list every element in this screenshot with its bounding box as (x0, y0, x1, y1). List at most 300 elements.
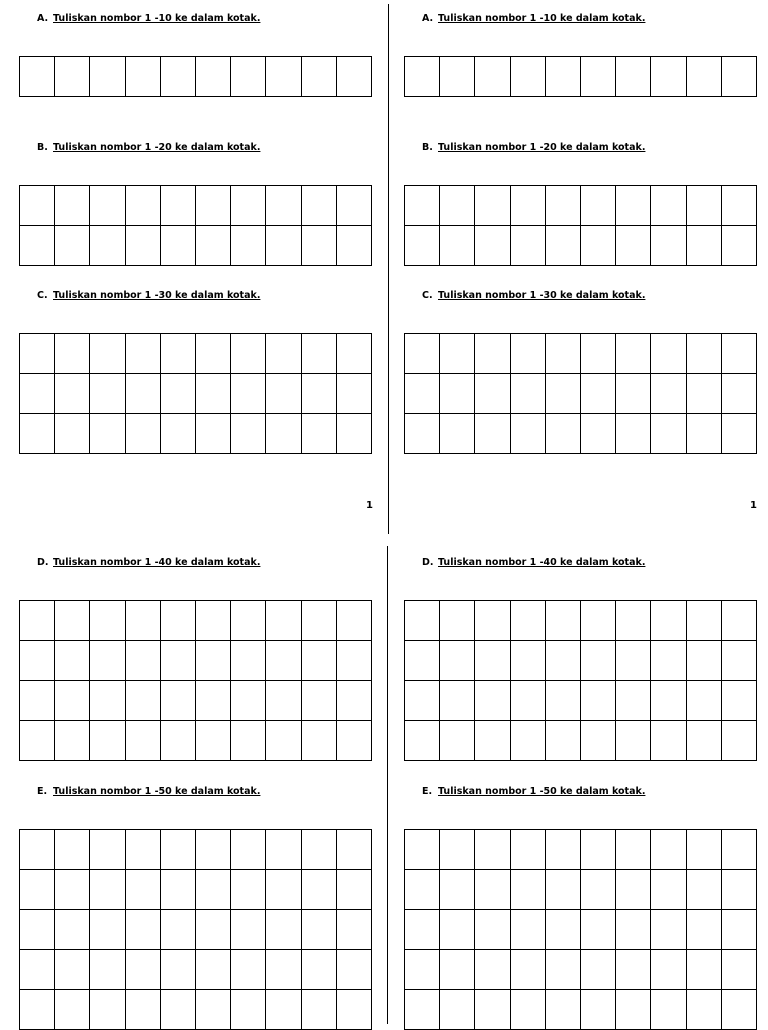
answer-box[interactable] (196, 601, 231, 641)
answer-box[interactable] (581, 334, 616, 374)
answer-box[interactable] (475, 374, 510, 414)
answer-box[interactable] (161, 681, 196, 721)
answer-box[interactable] (511, 870, 546, 910)
answer-box[interactable] (440, 721, 475, 761)
answer-box[interactable] (231, 186, 266, 226)
answer-box[interactable] (687, 950, 722, 990)
answer-box[interactable] (651, 990, 686, 1030)
answer-box[interactable] (511, 57, 546, 97)
answer-box[interactable] (581, 601, 616, 641)
answer-box[interactable] (722, 990, 757, 1030)
answer-box[interactable] (161, 910, 196, 950)
answer-box[interactable] (90, 641, 125, 681)
answer-box[interactable] (475, 186, 510, 226)
answer-box[interactable] (20, 226, 55, 266)
answer-box[interactable] (337, 186, 372, 226)
answer-box[interactable] (616, 414, 651, 454)
answer-box[interactable] (616, 830, 651, 870)
answer-box[interactable] (266, 601, 301, 641)
answer-box[interactable] (651, 334, 686, 374)
answer-box[interactable] (546, 414, 581, 454)
answer-box[interactable] (687, 910, 722, 950)
answer-box[interactable] (231, 870, 266, 910)
answer-box[interactable] (546, 950, 581, 990)
answer-box[interactable] (440, 334, 475, 374)
answer-box[interactable] (196, 910, 231, 950)
answer-box[interactable] (90, 910, 125, 950)
answer-box[interactable] (20, 870, 55, 910)
answer-box[interactable] (511, 414, 546, 454)
answer-box[interactable] (405, 910, 440, 950)
answer-box[interactable] (405, 57, 440, 97)
answer-box[interactable] (581, 226, 616, 266)
answer-box[interactable] (405, 681, 440, 721)
answer-box[interactable] (55, 721, 90, 761)
answer-box[interactable] (161, 186, 196, 226)
answer-box[interactable] (302, 57, 337, 97)
answer-box[interactable] (126, 870, 161, 910)
answer-box[interactable] (196, 721, 231, 761)
answer-box[interactable] (266, 374, 301, 414)
answer-box[interactable] (475, 950, 510, 990)
answer-box[interactable] (722, 226, 757, 266)
answer-box[interactable] (651, 721, 686, 761)
answer-box[interactable] (161, 334, 196, 374)
answer-box[interactable] (475, 830, 510, 870)
answer-box[interactable] (266, 870, 301, 910)
answer-box[interactable] (581, 990, 616, 1030)
answer-box[interactable] (161, 870, 196, 910)
answer-box[interactable] (266, 990, 301, 1030)
answer-box[interactable] (90, 601, 125, 641)
answer-box[interactable] (511, 641, 546, 681)
answer-box[interactable] (651, 186, 686, 226)
answer-box[interactable] (475, 226, 510, 266)
answer-box[interactable] (55, 57, 90, 97)
answer-box[interactable] (302, 334, 337, 374)
answer-box[interactable] (302, 374, 337, 414)
answer-box[interactable] (616, 950, 651, 990)
answer-box[interactable] (266, 830, 301, 870)
answer-box[interactable] (687, 721, 722, 761)
answer-box[interactable] (196, 990, 231, 1030)
answer-box[interactable] (302, 950, 337, 990)
answer-box[interactable] (581, 830, 616, 870)
answer-box[interactable] (161, 950, 196, 990)
answer-box[interactable] (475, 870, 510, 910)
answer-box[interactable] (405, 721, 440, 761)
answer-box[interactable] (440, 870, 475, 910)
answer-box[interactable] (722, 334, 757, 374)
answer-box[interactable] (161, 601, 196, 641)
answer-box[interactable] (511, 334, 546, 374)
answer-box[interactable] (302, 601, 337, 641)
answer-box[interactable] (616, 57, 651, 97)
answer-box[interactable] (722, 910, 757, 950)
answer-box[interactable] (616, 910, 651, 950)
answer-box[interactable] (440, 186, 475, 226)
answer-box[interactable] (405, 990, 440, 1030)
answer-box[interactable] (266, 334, 301, 374)
answer-box[interactable] (126, 601, 161, 641)
answer-box[interactable] (55, 681, 90, 721)
answer-box[interactable] (651, 870, 686, 910)
answer-box[interactable] (196, 57, 231, 97)
answer-box[interactable] (687, 414, 722, 454)
answer-box[interactable] (337, 830, 372, 870)
answer-box[interactable] (511, 601, 546, 641)
answer-box[interactable] (302, 186, 337, 226)
answer-box[interactable] (722, 830, 757, 870)
answer-box[interactable] (126, 414, 161, 454)
answer-box[interactable] (440, 601, 475, 641)
answer-box[interactable] (20, 721, 55, 761)
answer-box[interactable] (55, 870, 90, 910)
answer-box[interactable] (581, 57, 616, 97)
answer-box[interactable] (231, 681, 266, 721)
answer-box[interactable] (55, 374, 90, 414)
answer-box[interactable] (266, 721, 301, 761)
answer-box[interactable] (405, 641, 440, 681)
answer-box[interactable] (161, 830, 196, 870)
answer-box[interactable] (722, 414, 757, 454)
answer-box[interactable] (266, 186, 301, 226)
answer-box[interactable] (161, 226, 196, 266)
answer-box[interactable] (161, 374, 196, 414)
answer-box[interactable] (722, 681, 757, 721)
answer-box[interactable] (55, 186, 90, 226)
answer-box[interactable] (616, 186, 651, 226)
answer-box[interactable] (90, 870, 125, 910)
answer-box[interactable] (20, 830, 55, 870)
answer-box[interactable] (337, 334, 372, 374)
answer-box[interactable] (231, 414, 266, 454)
answer-box[interactable] (20, 57, 55, 97)
answer-box[interactable] (231, 641, 266, 681)
answer-box[interactable] (231, 950, 266, 990)
answer-box[interactable] (475, 910, 510, 950)
answer-box[interactable] (440, 414, 475, 454)
answer-box[interactable] (687, 334, 722, 374)
answer-box[interactable] (546, 830, 581, 870)
answer-box[interactable] (405, 950, 440, 990)
answer-box[interactable] (687, 186, 722, 226)
answer-box[interactable] (651, 374, 686, 414)
answer-box[interactable] (687, 830, 722, 870)
answer-box[interactable] (440, 57, 475, 97)
answer-box[interactable] (266, 910, 301, 950)
answer-box[interactable] (196, 950, 231, 990)
answer-box[interactable] (546, 681, 581, 721)
answer-box[interactable] (126, 334, 161, 374)
answer-box[interactable] (581, 186, 616, 226)
answer-box[interactable] (651, 950, 686, 990)
answer-box[interactable] (161, 721, 196, 761)
answer-box[interactable] (266, 681, 301, 721)
answer-box[interactable] (581, 641, 616, 681)
answer-box[interactable] (440, 641, 475, 681)
answer-box[interactable] (337, 374, 372, 414)
answer-box[interactable] (196, 226, 231, 266)
answer-box[interactable] (231, 57, 266, 97)
answer-box[interactable] (196, 186, 231, 226)
answer-box[interactable] (722, 601, 757, 641)
answer-box[interactable] (196, 830, 231, 870)
answer-box[interactable] (616, 641, 651, 681)
answer-box[interactable] (405, 374, 440, 414)
answer-box[interactable] (616, 721, 651, 761)
answer-box[interactable] (55, 910, 90, 950)
answer-box[interactable] (616, 870, 651, 910)
answer-box[interactable] (196, 414, 231, 454)
answer-box[interactable] (126, 374, 161, 414)
answer-box[interactable] (126, 830, 161, 870)
answer-box[interactable] (231, 910, 266, 950)
answer-box[interactable] (687, 681, 722, 721)
answer-box[interactable] (581, 721, 616, 761)
answer-box[interactable] (266, 641, 301, 681)
answer-box[interactable] (581, 374, 616, 414)
answer-box[interactable] (266, 950, 301, 990)
answer-box[interactable] (511, 950, 546, 990)
answer-box[interactable] (126, 226, 161, 266)
answer-box[interactable] (511, 186, 546, 226)
answer-box[interactable] (302, 830, 337, 870)
answer-box[interactable] (302, 414, 337, 454)
answer-box[interactable] (337, 226, 372, 266)
answer-box[interactable] (20, 601, 55, 641)
answer-box[interactable] (722, 57, 757, 97)
answer-box[interactable] (546, 601, 581, 641)
answer-box[interactable] (90, 334, 125, 374)
answer-box[interactable] (651, 681, 686, 721)
answer-box[interactable] (581, 950, 616, 990)
answer-box[interactable] (546, 870, 581, 910)
answer-box[interactable] (231, 374, 266, 414)
answer-box[interactable] (337, 601, 372, 641)
answer-box[interactable] (55, 334, 90, 374)
answer-box[interactable] (405, 334, 440, 374)
answer-box[interactable] (337, 414, 372, 454)
answer-box[interactable] (440, 910, 475, 950)
answer-box[interactable] (651, 414, 686, 454)
answer-box[interactable] (511, 721, 546, 761)
answer-box[interactable] (616, 601, 651, 641)
answer-box[interactable] (90, 186, 125, 226)
answer-box[interactable] (55, 226, 90, 266)
answer-box[interactable] (511, 910, 546, 950)
answer-box[interactable] (302, 910, 337, 950)
answer-box[interactable] (337, 721, 372, 761)
answer-box[interactable] (161, 57, 196, 97)
answer-box[interactable] (126, 681, 161, 721)
answer-box[interactable] (20, 186, 55, 226)
answer-box[interactable] (55, 990, 90, 1030)
answer-box[interactable] (266, 414, 301, 454)
answer-box[interactable] (231, 334, 266, 374)
answer-box[interactable] (546, 641, 581, 681)
answer-box[interactable] (55, 830, 90, 870)
answer-box[interactable] (440, 830, 475, 870)
answer-box[interactable] (546, 374, 581, 414)
answer-box[interactable] (231, 226, 266, 266)
answer-box[interactable] (440, 681, 475, 721)
answer-box[interactable] (687, 226, 722, 266)
answer-box[interactable] (546, 57, 581, 97)
answer-box[interactable] (20, 950, 55, 990)
answer-box[interactable] (196, 334, 231, 374)
answer-box[interactable] (651, 601, 686, 641)
answer-box[interactable] (722, 950, 757, 990)
answer-box[interactable] (90, 226, 125, 266)
answer-box[interactable] (90, 681, 125, 721)
answer-box[interactable] (405, 186, 440, 226)
answer-box[interactable] (405, 226, 440, 266)
answer-box[interactable] (55, 601, 90, 641)
answer-box[interactable] (161, 414, 196, 454)
answer-box[interactable] (722, 186, 757, 226)
answer-box[interactable] (20, 990, 55, 1030)
answer-box[interactable] (302, 641, 337, 681)
answer-box[interactable] (337, 681, 372, 721)
answer-box[interactable] (722, 721, 757, 761)
answer-box[interactable] (475, 334, 510, 374)
answer-box[interactable] (440, 226, 475, 266)
answer-box[interactable] (616, 374, 651, 414)
answer-box[interactable] (405, 414, 440, 454)
answer-box[interactable] (20, 414, 55, 454)
answer-box[interactable] (337, 641, 372, 681)
answer-box[interactable] (475, 641, 510, 681)
answer-box[interactable] (722, 870, 757, 910)
answer-box[interactable] (231, 830, 266, 870)
answer-box[interactable] (231, 721, 266, 761)
answer-box[interactable] (475, 990, 510, 1030)
answer-box[interactable] (126, 57, 161, 97)
answer-box[interactable] (687, 990, 722, 1030)
answer-box[interactable] (90, 374, 125, 414)
answer-box[interactable] (616, 681, 651, 721)
answer-box[interactable] (161, 641, 196, 681)
answer-box[interactable] (581, 870, 616, 910)
answer-box[interactable] (337, 950, 372, 990)
answer-box[interactable] (90, 830, 125, 870)
answer-box[interactable] (475, 721, 510, 761)
answer-box[interactable] (687, 601, 722, 641)
answer-box[interactable] (90, 414, 125, 454)
answer-box[interactable] (337, 870, 372, 910)
answer-box[interactable] (20, 374, 55, 414)
answer-box[interactable] (90, 721, 125, 761)
answer-box[interactable] (302, 990, 337, 1030)
answer-box[interactable] (55, 414, 90, 454)
answer-box[interactable] (337, 57, 372, 97)
answer-box[interactable] (651, 641, 686, 681)
answer-box[interactable] (90, 990, 125, 1030)
answer-box[interactable] (651, 830, 686, 870)
answer-box[interactable] (337, 910, 372, 950)
answer-box[interactable] (511, 681, 546, 721)
answer-box[interactable] (126, 641, 161, 681)
answer-box[interactable] (651, 226, 686, 266)
answer-box[interactable] (581, 910, 616, 950)
answer-box[interactable] (405, 601, 440, 641)
answer-box[interactable] (196, 681, 231, 721)
answer-box[interactable] (405, 870, 440, 910)
answer-box[interactable] (231, 990, 266, 1030)
answer-box[interactable] (687, 374, 722, 414)
answer-box[interactable] (231, 601, 266, 641)
answer-box[interactable] (266, 57, 301, 97)
answer-box[interactable] (196, 870, 231, 910)
answer-box[interactable] (687, 870, 722, 910)
answer-box[interactable] (687, 641, 722, 681)
answer-box[interactable] (20, 334, 55, 374)
answer-box[interactable] (546, 990, 581, 1030)
answer-box[interactable] (475, 601, 510, 641)
answer-box[interactable] (546, 186, 581, 226)
answer-box[interactable] (546, 721, 581, 761)
answer-box[interactable] (616, 990, 651, 1030)
answer-box[interactable] (196, 374, 231, 414)
answer-box[interactable] (511, 990, 546, 1030)
answer-box[interactable] (581, 414, 616, 454)
answer-box[interactable] (161, 990, 196, 1030)
answer-box[interactable] (722, 641, 757, 681)
answer-box[interactable] (196, 641, 231, 681)
answer-box[interactable] (20, 681, 55, 721)
answer-box[interactable] (20, 910, 55, 950)
answer-box[interactable] (581, 681, 616, 721)
answer-box[interactable] (302, 721, 337, 761)
answer-box[interactable] (302, 870, 337, 910)
answer-box[interactable] (546, 910, 581, 950)
answer-box[interactable] (405, 830, 440, 870)
answer-box[interactable] (126, 186, 161, 226)
answer-box[interactable] (546, 334, 581, 374)
answer-box[interactable] (722, 374, 757, 414)
answer-box[interactable] (651, 57, 686, 97)
answer-box[interactable] (266, 226, 301, 266)
answer-box[interactable] (90, 950, 125, 990)
answer-box[interactable] (651, 910, 686, 950)
answer-box[interactable] (687, 57, 722, 97)
answer-box[interactable] (126, 910, 161, 950)
answer-box[interactable] (302, 681, 337, 721)
answer-box[interactable] (20, 641, 55, 681)
answer-box[interactable] (90, 57, 125, 97)
answer-box[interactable] (126, 950, 161, 990)
answer-box[interactable] (511, 374, 546, 414)
answer-box[interactable] (126, 990, 161, 1030)
answer-box[interactable] (302, 226, 337, 266)
answer-box[interactable] (126, 721, 161, 761)
answer-box[interactable] (546, 226, 581, 266)
answer-box[interactable] (440, 374, 475, 414)
answer-box[interactable] (475, 414, 510, 454)
answer-box[interactable] (55, 950, 90, 990)
answer-box[interactable] (616, 334, 651, 374)
answer-box[interactable] (616, 226, 651, 266)
answer-box[interactable] (475, 681, 510, 721)
answer-box[interactable] (55, 641, 90, 681)
answer-box[interactable] (511, 830, 546, 870)
answer-box[interactable] (440, 950, 475, 990)
answer-box[interactable] (337, 990, 372, 1030)
answer-box[interactable] (440, 990, 475, 1030)
answer-box[interactable] (475, 57, 510, 97)
answer-box[interactable] (511, 226, 546, 266)
